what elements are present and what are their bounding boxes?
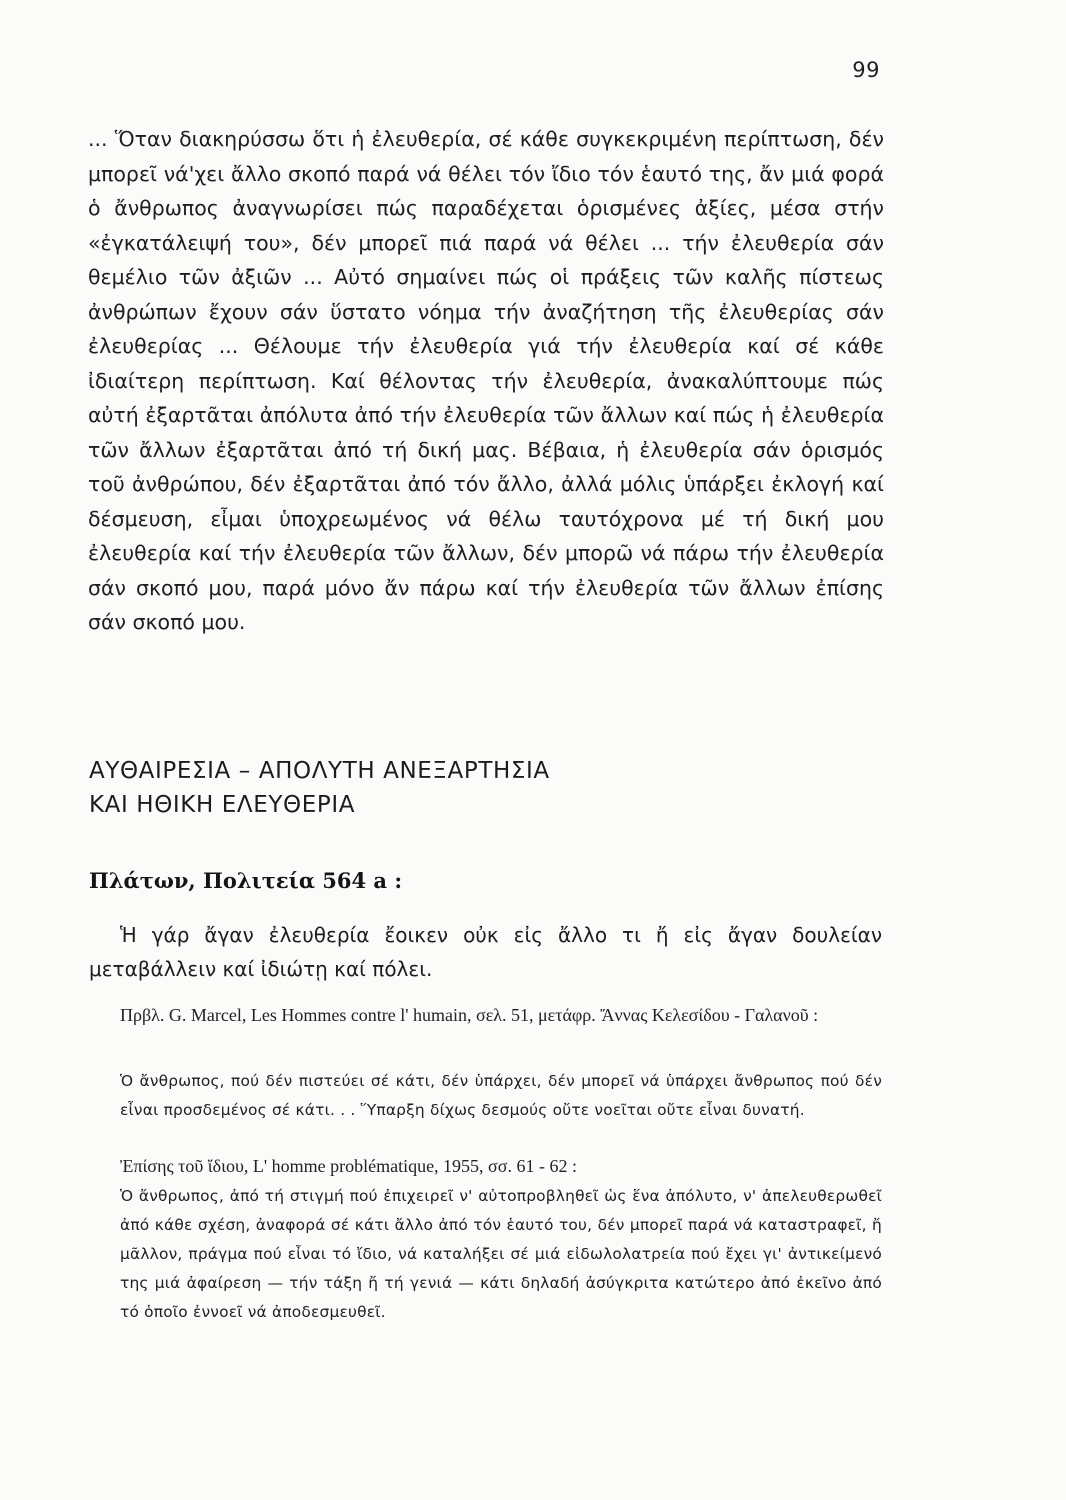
section-title: [89, 754, 789, 822]
marcel-excerpt-2: Ὁ ἄνθρωπος, ἀπό τή στιγμή πού ἐπιχειρεῖ ν' αὐτοπροβληθεῖ ὡς ἕνα ἀπόλυτο, ν' ἀπελευθερωθεῖ ἀπό κάθε σχέση, ἀναφορά σέ κάτι ἄλλο ἀπό τόν ἑαυτό του, δέν μπορεῖ παρά νά καταστραφεῖ, ἤ μᾶλλον, πράγμα πού εἶναι τό ἴδιο, νά καταλήξει σέ μιά εἰδωλολατρεία πού ἔχει γι' ἀντικείμενό της μιά ἀφαίρεση — τήν τάξη ἤ τή γενιά — κάτι δηλαδή ἀσύγκριτα κατώτερο ἀπό ἐκεῖνο ἀπό τό ὁποῖο ἐννοεῖ νά ἀποδεσμευθεῖ.: [120, 1187, 882, 1321]
main-quote-paragraph: ... Ὅταν διακηρύσσω ὅτι ἡ ἐλευθερία, σέ κάθε συγκεκριμένη περίπτωση, δέν μπορεῖ νά'χει ἄλλο σκοπό παρά νά θέλει τόν ἴδιο τόν ἑαυτό της, ἄν μιά φορά ὁ ἄνθρωπος ἀναγνωρίσει πώς παραδέχεται ὁρισμένες ἀξίες, μέσα στήν «ἐγκατάλειψή του», δέν μπορεῖ πιά παρά νά θέλει ... τήν ἐλευθερία σάν θεμέλιο τῶν ἀξιῶν ... Αὐτό σημαίνει πώς οἱ πράξεις τῶν καλῆς πίστεως ἀνθρώπων ἔχουν σάν ὕστατο νόημα τήν ἀναζήτηση τῆς ἐλευθερίας σάν ἐλευθερίας ... Θέλουμε τήν ἐλευθερία γιά τήν ἐλευθερία καί σέ κάθε ἰδιαίτερη περίπτωση. Καί θέλοντας τήν ἐλευθερία, ἀνακαλύπτουμε πώς αὐτή ἐξαρτᾶται ἀπόλυτα ἀπό τήν ἐλευθερία τῶν ἄλλων καί πώς ἡ ἐλευθερία τῶν ἄλλων ἐξαρτᾶται ἀπό τή δική μας. Βέβαια, ἡ ἐλευθερία σάν ὁρισμός τοῦ ἀνθρώπου, δέν ἐξαρτᾶται ἀπό τόν ἄλλο, ἀλλά μόλις ὑπάρξει ἐκλογή καί δέσμευση, εἶμαι ὑποχρεωμένος νά θέλω ταυτόχρονα μέ τή δική μου ἐλευθερία καί τήν ἐλευθερία τῶν ἄλλων, δέν μπορῶ νά πάρω τήν ἐλευθερία σάν σκοπό μου, παρά μόνο ἄν πάρω καί τήν ἐλευθερία τῶν ἄλλων ἐπίσης σάν σκοπό μου.: [88, 127, 884, 634]
ancient-greek-quote: Ἡ γάρ ἄγαν ἐλευθερία ἔοικεν οὐκ εἰς ἄλλο τι ἤ εἰς ἄγαν δουλείαν μεταβάλλειν καί ἰδιώτῃ καί πόλει.: [89, 923, 882, 981]
section-title-line-2: ΚΑΙ ΗΘΙΚΗ ΕΛΕΥΘΕΡΙΑ: [89, 792, 356, 818]
source-heading: Πλάτων, Πολιτεία 564 a :: [89, 868, 403, 893]
marcel-excerpt-1: Ὁ ἄνθρωπος, πού δέν πιστεύει σέ κάτι, δέν ὑπάρχει, δέν μπορεῖ νά ὑπάρχει ἄνθρωπος πού δέν εἶναι προσδεμένος σέ κάτι. . . Ὕπαρξη δίχως δεσμούς οὔτε νοεῖται οὔτε εἶναι δυνατή.: [120, 1072, 882, 1119]
compare-reference: Πρβλ. G. Marcel, Les Hommes contre l' humain, σελ. 51, μετάφρ. Ἄννας Κελεσίδου - Γαλανοῦ :: [120, 1005, 819, 1025]
section-title-line-1: ΑΥΘΑΙΡΕΣΙΑ – ΑΠΟΛΥΤΗ ΑΝΕΞΑΡΤΗΣΙΑ: [89, 758, 550, 784]
also-reference: Ἐπίσης τοῦ ἴδιου, L' homme problématique, 1955, σσ. 61 - 62 :: [120, 1156, 577, 1176]
page-number: 99: [852, 58, 880, 82]
